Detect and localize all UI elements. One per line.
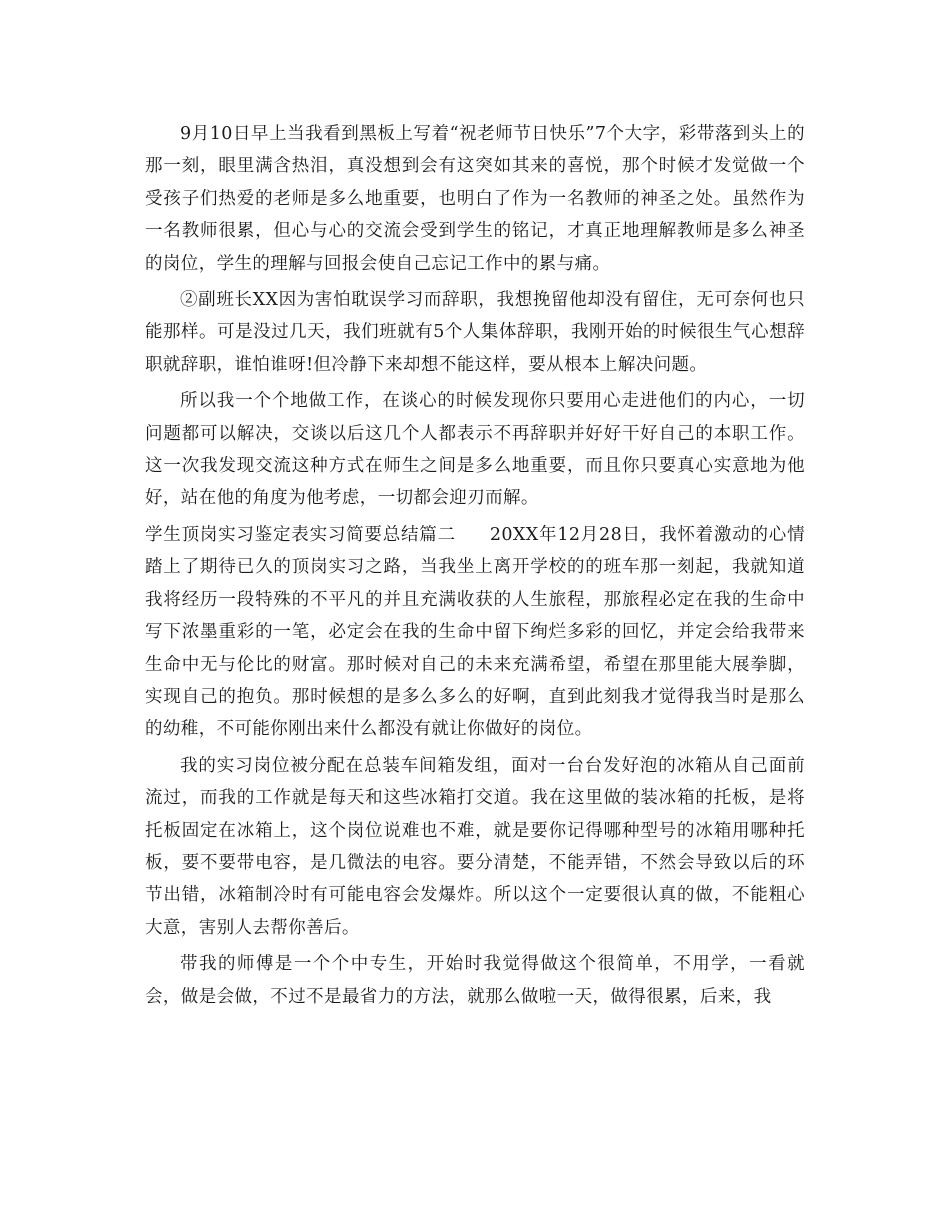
paragraph-teachers-day: 9月10日早上当我看到黑板上写着“祝老师节日快乐”7个大字，彩带落到头上的那一刻，眼里满含热泪，真没想到会有这突如其来的喜悦，那个时候才发觉做一个受孩子们热爱的老师是多么地重要，也明白了作为一名教师的神圣之处。虽然作为一名教师很累，但心与心的交流会受到学生的铭记，才真正地理解教师是多么神圣的岗位，学生的理解与回报会使自己忘记工作中的累与痛。 [145, 124, 805, 274]
document-page [145, 118, 805, 1013]
section-block [145, 519, 805, 746]
paragraph-internship-post: 我的实习岗位被分配在总装车间箱发组，面对一台台发好泡的冰箱从自己面前流过，而我的工作就是每天和这些冰箱打交道。我在这里做的装冰箱的托板，是将托板固定在冰箱上，这个岗位说难也不难，就是要你记得哪种型号的冰箱用哪种托板，要不要带电容，是几微法的电容。要分清楚，不能弄错，不然会导致以后的环节出错，冰箱制冷时有可能电容会发爆炸。所以这个一定要很认真的做，不能粗心大意，害别人去帮你善后。 [145, 755, 805, 938]
paragraph-mentor: 带我的师傅是一个个中专生，开始时我觉得做这个很简单，不用学，一看就会，做是会做，不过不是最省力的方法，就那么做啦一天，做得很累，后来，我 [145, 954, 805, 1007]
section-first-paragraph: 20XX年12月28日，我怀着激动的心情踏上了期待已久的顶岗实习之路，当我坐上离开学校的的班车那一刻起，我就知道我将经历一段特殊的不平凡的并且充满收获的人生旅程，那旅程必定在我的生命中写下浓墨重彩的一笔，必定会在我的生命中留下绚烂多彩的回忆，并定会给我带来生命中无与伦比的财富。那时候对自己的未来充满希望，希望在那里能大展拳脚，实现自己的抱负。那时候想的是多么多么的好啊，直到此刻我才觉得我当时是那么的幼稚，不可能你刚出来什么都没有就让你做好的岗位。 [145, 524, 805, 740]
paragraph-communication: 所以我一个个地做工作，在谈心的时候发现你只要用心走进他们的内心，一切问题都可以解决，交谈以后这几个人都表示不再辞职并好好干好自己的本职工作。这一次我发现交流这种方式在师生之间是多么地重要，而且你只要真心实意地为他好，站在他的角度为他考虑，一切都会迎刃而解。 [145, 391, 805, 509]
section-heading: 学生顶岗实习鉴定表实习简要总结篇二 [145, 524, 456, 545]
paragraph-class-monitor: ②副班长XX因为害怕耽误学习而辞职，我想挽留他却没有留住，无可奈何也只能那样。可是没过几天，我们班就有5个人集体辞职，我刚开始的时候很生气心想辞职就辞职，谁怕谁呀!但冷静下来却想不能这样，要从根本上解决问题。 [145, 290, 805, 375]
